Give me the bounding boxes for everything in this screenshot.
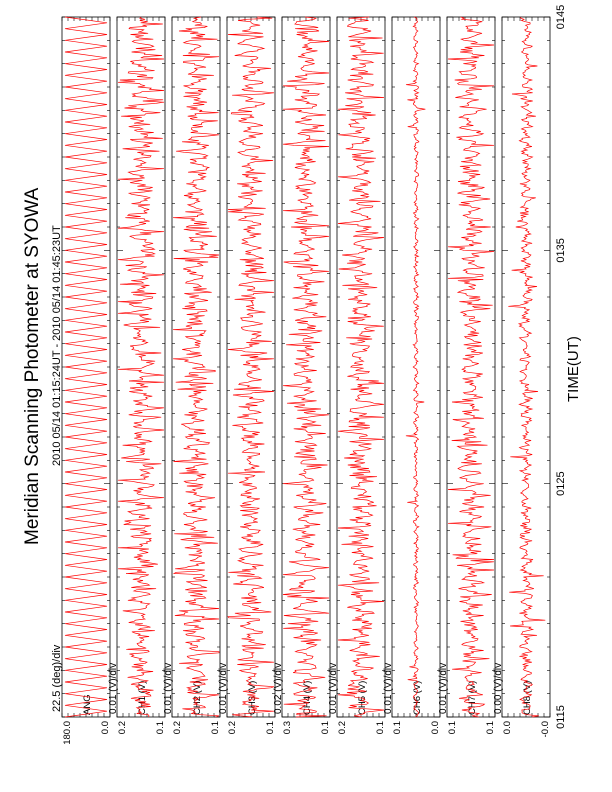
x-tick-label: 0135 [555, 238, 567, 263]
y-tick-label: 180.0 [62, 721, 73, 745]
panel-y-label: CH4 (V) [302, 680, 313, 715]
y-tick-label: 0.1 [375, 721, 386, 735]
panel-y-label: CH5 (V) [357, 680, 368, 715]
panel-scale-label: 0.02 (V)/div [273, 662, 284, 714]
panel-scale-label-ANG: 22.5 (deg)/div [51, 644, 63, 712]
y-tick-label: 0.0 [430, 721, 441, 735]
y-tick-label: 0.1 [392, 721, 403, 735]
y-tick-label: 0.2 [337, 721, 348, 735]
y-tick-label: 0.2 [117, 721, 128, 735]
time-range-subtitle: 2010 05/14 01:15:24UT - 2010 05/14 01:45:23UT [51, 225, 63, 466]
panel-scale-label: 0.01 (V)/div [383, 662, 394, 714]
chart-title: Meridian Scanning Photometer at SYOWA [22, 187, 43, 545]
x-axis-label: TIME(UT) [565, 336, 582, 402]
panel-scale-label: 0.01 (V)/div [328, 662, 339, 714]
y-tick-label: 0.1 [485, 721, 496, 735]
panel-scale-label: 0.00 (V)/div [493, 662, 504, 714]
y-tick-label: 0.1 [320, 721, 331, 735]
panel-y-label: CH6 (V) [412, 680, 423, 715]
x-tick-label: 0145 [555, 4, 567, 30]
y-tick-label: 0.2 [227, 721, 238, 735]
panel-y-label: CH8 (V) [522, 680, 533, 715]
y-tick-label: 0.3 [282, 721, 293, 735]
panel-scale-label: 0.01 (V)/div [163, 662, 174, 714]
panel-scale-label: 0.01 (V)/div [218, 662, 229, 714]
x-tick-label: 0115 [555, 705, 567, 729]
panel-scale-label: 0.01 (V)/div [438, 662, 449, 714]
x-tick-label: 0125 [555, 471, 567, 496]
y-tick-label: 0.1 [447, 721, 458, 735]
panel-y-label: CH3 (V) [247, 680, 258, 715]
y-tick-label: 0.1 [265, 721, 276, 735]
y-tick-label: 0.0 [100, 721, 111, 735]
panel-y-label: ANG [82, 694, 93, 715]
panel-y-label: CH2 (V) [192, 680, 203, 715]
y-tick-label: 0.0 [502, 721, 513, 735]
y-tick-label: 0.2 [172, 721, 183, 735]
panel-y-label: CH7 (V) [467, 680, 478, 715]
y-tick-label: 0.1 [210, 721, 221, 735]
y-tick-label: -0.0 [540, 721, 551, 738]
y-tick-label: 0.1 [155, 721, 166, 735]
panel-scale-label: 0.01 (V)/div [108, 662, 119, 714]
panel-y-label: CH1 (V) [137, 680, 148, 715]
